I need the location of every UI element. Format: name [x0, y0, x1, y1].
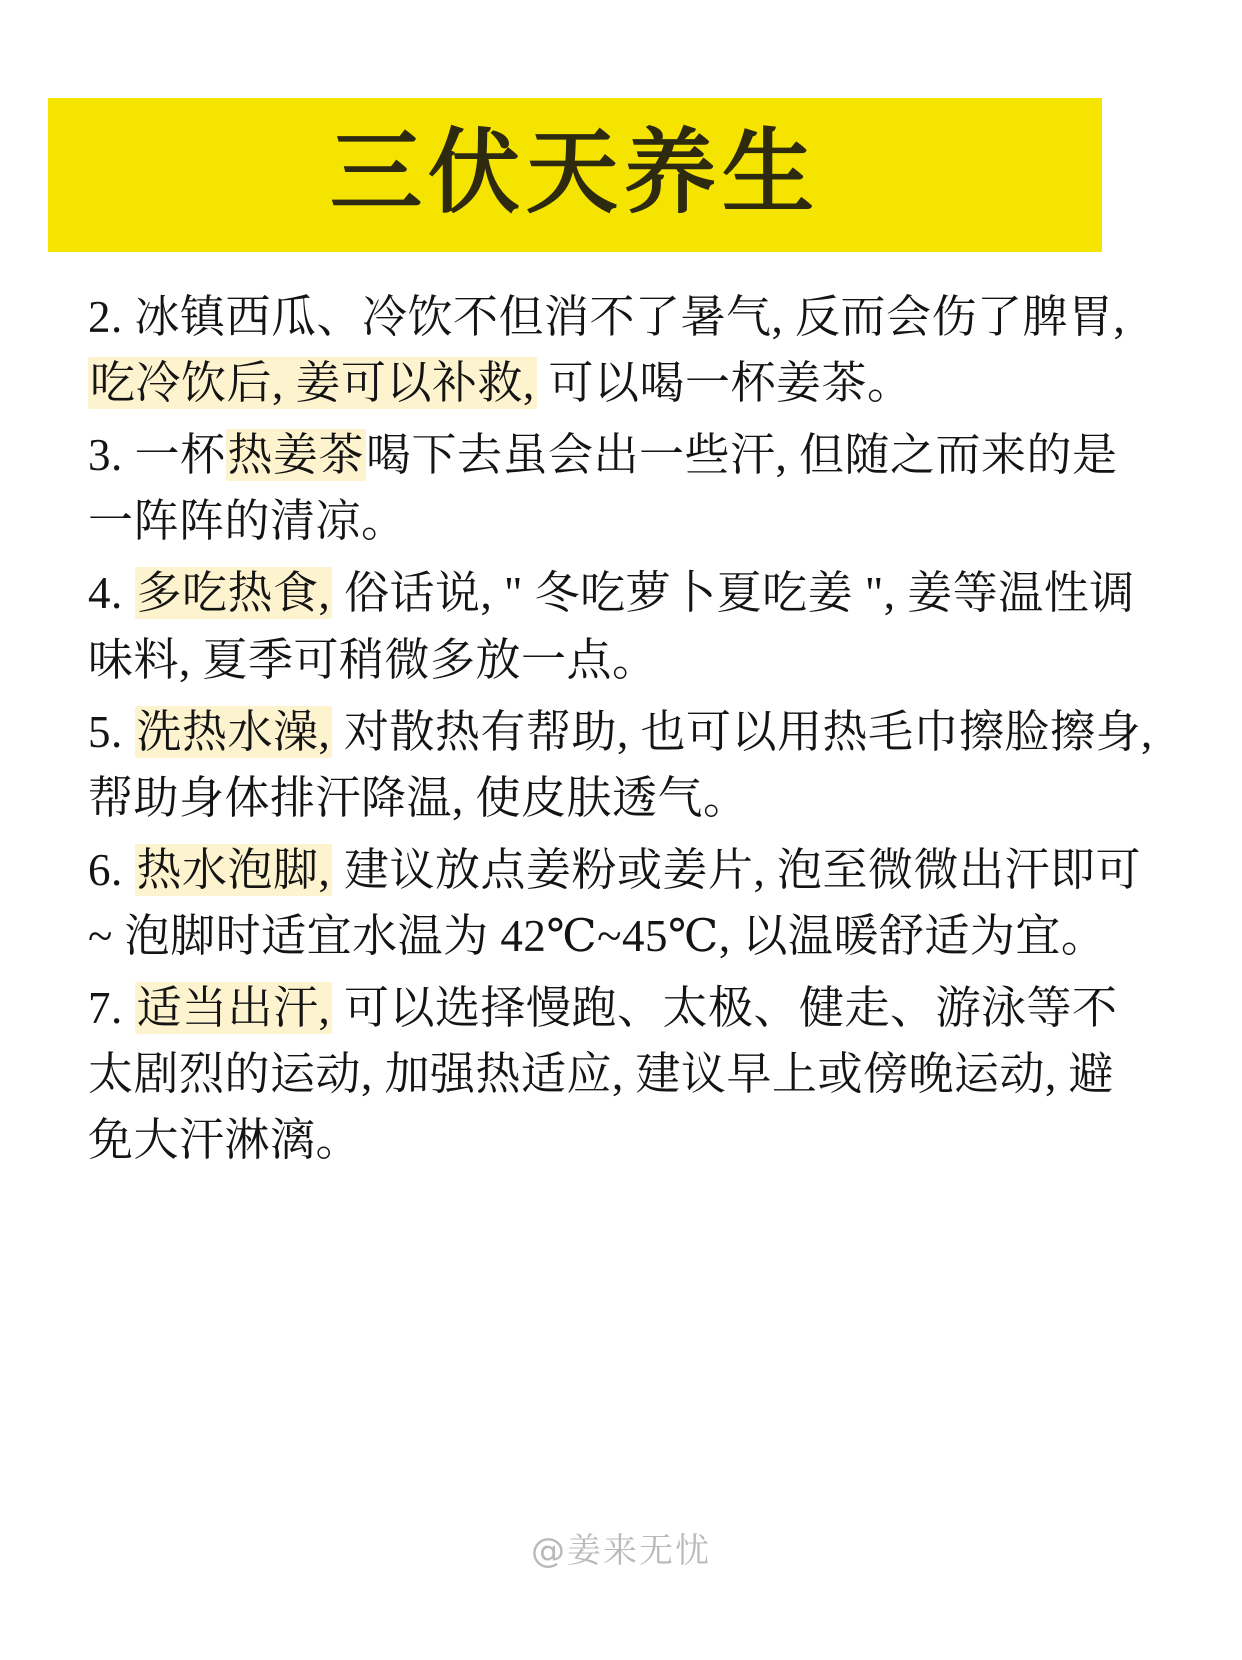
highlighted-phrase: 适当出汗,: [136, 983, 331, 1034]
paragraph-item-7: [88, 975, 1154, 1173]
text-run: 6.: [88, 844, 135, 895]
paragraph-item-2: [88, 284, 1154, 416]
highlighted-phrase: 热水泡脚,: [136, 844, 331, 895]
paragraph-item-6: [88, 837, 1154, 969]
text-run: 俗话说, " 冬吃萝卜夏吃姜 ", 姜等温性调味料, 夏季可稍微多放一点。: [88, 568, 1135, 685]
text-run: 2. 冰镇西瓜、冷饮不但消不了暑气, 反而会伤了脾胃,: [88, 291, 1126, 342]
text-run: 3. 一杯: [88, 430, 226, 481]
paragraph-item-3: [88, 422, 1154, 554]
text-run: 建议放点姜粉或姜片, 泡至微微出汗即可 ~ 泡脚时适宜水温为 42℃~45℃, 以温暖舒适为宜。: [88, 844, 1142, 962]
text-run: 喝下去虽会出一些汗, 但随之而来的是一阵阵的清凉。: [88, 430, 1118, 547]
text-run: 4.: [88, 568, 135, 619]
paragraph-item-4: [88, 560, 1154, 692]
highlighted-phrase: 热姜茶: [227, 430, 365, 481]
title-container: [48, 98, 1194, 252]
text-run: 可以喝一杯姜茶。: [536, 357, 913, 408]
text-run: 可以选择慢跑、太极、健走、游泳等不太剧烈的运动, 加强热适应, 建议早上或傍晚运动, 避免大汗淋漓。: [88, 983, 1118, 1166]
text-run: 对散热有帮助, 也可以用热毛巾擦脸擦身, 帮助身体排汗降温, 使皮肤透气。: [88, 706, 1153, 823]
page-title: 三伏天养生: [329, 119, 820, 226]
highlighted-phrase: 吃冷饮后, 姜可以补救,: [90, 357, 535, 408]
highlighted-phrase: 洗热水澡,: [136, 706, 331, 757]
article-body: [88, 284, 1154, 1180]
title-highlight-band: [48, 98, 1102, 252]
highlighted-phrase: 多吃热食,: [136, 568, 331, 619]
text-run: 5.: [88, 706, 135, 757]
paragraph-item-5: [88, 699, 1154, 831]
text-run: 7.: [88, 983, 135, 1034]
watermark: @姜来无忧: [531, 1531, 711, 1571]
